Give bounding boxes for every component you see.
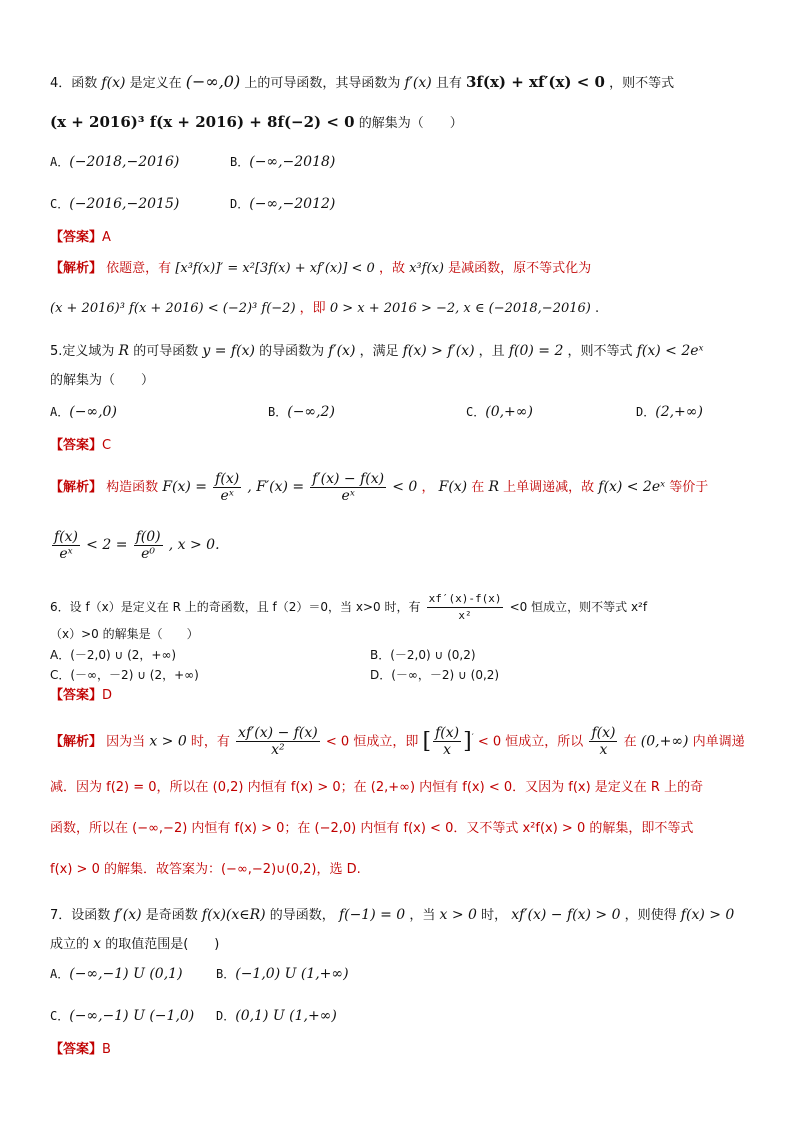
q6-stem-line1: 6．设 f（x）是定义在 R 上的奇函数，且 f（2）＝0，当 x>0 时，有 $\frac{xf'(x)-f(x)}{\text{x²}}$ <0 恒成立，则不等式 x²f xyxy=(50,592,648,622)
q5-stem-line1: 5.定义域为 R 的可导函数 y = f(x) 的导函数为 f′(x) ，满足 f(x) > f′(x) ，且 f(0) = 2 ，则不等式 f(x) < 2eˣ xyxy=(50,343,704,359)
q5-option-d: D．(2,+∞) xyxy=(636,404,703,420)
q4-analysis-line2: (x + 2016)³ f(x + 2016) < (−2)³ f(−2) ，即 0 > x + 2016 > −2, x ∈ (−2018,−2016) . xyxy=(50,301,600,316)
q6-stem-line2: （x）>0 的解集是（ ） xyxy=(50,627,199,641)
q5-option-a: A．(−∞,0) xyxy=(50,404,117,420)
q4-stem-line1: 4．函数 f(x) 是定义在 (−∞,0) 上的可导函数，其导函数为 f′(x) 且有 3f(x) + xf′(x) < 0 ，则不等式 xyxy=(50,72,675,91)
q7-option-c: C．(−∞,−1) U (−1,0) xyxy=(50,1008,195,1024)
q5-option-b: B．(−∞,2) xyxy=(268,404,335,420)
q6-option-b: B．(－2,0) ∪ (0,2) xyxy=(370,648,476,662)
q7-answer: 【答案】B xyxy=(50,1042,111,1057)
q5-answer: 【答案】C xyxy=(50,438,112,453)
q4-option-d: D．(−∞,−2012) xyxy=(230,196,336,212)
q6-answer: 【答案】D xyxy=(50,688,113,703)
q5-analysis-line2: $\frac{f(x)}{\text{eˣ}}$ < 2 = $\frac{f(0)}{\text{e⁰}}$ , x > 0. xyxy=(54,529,220,562)
q7-stem-line2: 成立的 x 的取值范围是( ) xyxy=(50,936,220,952)
q6-option-a: A．(－2,0) ∪ (2，+∞) xyxy=(50,648,177,662)
q4-option-c: C．(−2016,−2015) xyxy=(50,196,180,212)
q5-option-c: C．(0,+∞) xyxy=(466,404,533,420)
q4-answer: 【答案】A xyxy=(50,230,111,245)
q7-option-d: D．(0,1) U (1,+∞) xyxy=(216,1008,337,1024)
q6-analysis-line3: 函数，所以在 (−∞,−2) 内恒有 f(x) > 0；在 (−2,0) 内恒有 f(x) < 0．又不等式 x²f(x) > 0 的解集，即不等式 xyxy=(50,821,694,836)
q4-stem-line2: (x + 2016)³ f(x + 2016) + 8f(−2) < 0 的解集为（ ） xyxy=(50,113,463,131)
q5-stem-line2: 的解集为（ ） xyxy=(50,373,155,388)
q4-analysis-line1: 【解析】 依题意，有 [x³f(x)]′ = x²[3f(x) + xf′(x)] < 0 ，故 x³f(x) 是减函数，原不等式化为 xyxy=(50,261,592,276)
q7-option-b: B．(−1,0) U (1,+∞) xyxy=(216,966,349,982)
q6-analysis-line2: 减．因为 f(2) = 0，所以在 (0,2) 内恒有 f(x) > 0；在 (2,+∞) 内恒有 f(x) < 0．又因为 f(x) 是定义在 R 上的奇 xyxy=(50,780,704,795)
q7-option-a: A．(−∞,−1) U (0,1) xyxy=(50,966,183,982)
q7-stem-line1: 7．设函数 f′(x) 是奇函数 f(x)(x∈R) 的导函数， f(−1) = 0 ，当 x > 0 时， xf′(x) − f(x) > 0 ，则使得 f(x) > 0 xyxy=(50,907,735,923)
q4-option-a: A．(−2018,−2016) xyxy=(50,154,180,170)
q6-option-c: C．(－∞，－2) ∪ (2，+∞) xyxy=(50,668,199,682)
q4-number: 4．函数 xyxy=(50,76,98,91)
q4-option-b: B．(−∞,−2018) xyxy=(230,154,336,170)
q6-analysis-line1: 【解析】 因为当 x > 0 时，有 $\frac{xf'(x) - f(x)}{\text{x²}}$ < 0 恒成立，即 [ $\frac{f(x)}{x}$ ]′ < 0 恒成立，所以 $\frac{f(x)}{x}$ 在 (0,+∞) 内单调递 xyxy=(50,725,745,759)
q6-option-d: D．(－∞，－2) ∪ (0,2) xyxy=(370,668,500,682)
q5-analysis-line1: 【解析】 构造函数 F(x) = $\frac{f(x)}{\text{eˣ}}$ , F′(x) = $\frac{f'(x) - f(x)}{\text{eˣ}}$ < 0 ， F(x) 在 R 上单调递减，故 f(x) < 2eˣ 等价于 xyxy=(50,471,709,504)
q6-analysis-line4: f(x) > 0 的解集．故答案为：(−∞,−2)∪(0,2)，选 D. xyxy=(50,862,361,877)
